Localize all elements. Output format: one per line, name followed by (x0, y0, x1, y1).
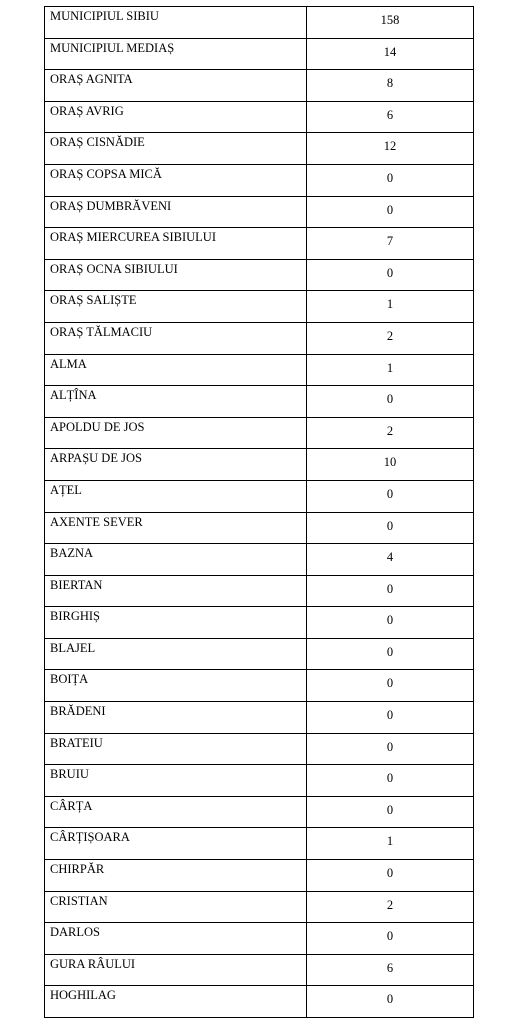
locality-name-cell: ORAȘ AGNITA (45, 70, 307, 102)
table-row (45, 544, 474, 576)
locality-count-cell: 0 (307, 480, 474, 512)
locality-name-cell: ORAȘ CISNĂDIE (45, 133, 307, 165)
locality-name-cell: ORAȘ OCNA SIBIULUI (45, 259, 307, 291)
table-row (45, 228, 474, 260)
locality-name-cell: CHIRPĂR (45, 860, 307, 892)
locality-count-cell: 0 (307, 386, 474, 418)
table-row (45, 638, 474, 670)
table-row (45, 954, 474, 986)
table-row (45, 322, 474, 354)
locality-name-cell: ORAȘ SALIȘTE (45, 291, 307, 323)
table-row (45, 259, 474, 291)
locality-name-cell: MUNICIPIUL MEDIAȘ (45, 38, 307, 70)
locality-count-cell: 7 (307, 228, 474, 260)
locality-count-cell: 1 (307, 291, 474, 323)
table-row (45, 891, 474, 923)
locality-count-cell: 0 (307, 575, 474, 607)
table-row (45, 386, 474, 418)
table-row (45, 164, 474, 196)
locality-name-cell: BAZNA (45, 544, 307, 576)
table-row (45, 575, 474, 607)
locality-count-cell: 6 (307, 101, 474, 133)
table-row (45, 607, 474, 639)
table-body (45, 7, 474, 1018)
table-row (45, 796, 474, 828)
locality-count-cell: 4 (307, 544, 474, 576)
locality-name-cell: ALȚÎNA (45, 386, 307, 418)
locality-count-cell: 0 (307, 923, 474, 955)
table-row (45, 417, 474, 449)
locality-count-cell: 2 (307, 417, 474, 449)
locality-count-cell: 10 (307, 449, 474, 481)
table-row (45, 480, 474, 512)
locality-name-cell: GURA RÂULUI (45, 954, 307, 986)
table-row (45, 733, 474, 765)
locality-count-cell: 1 (307, 354, 474, 386)
locality-name-cell: ARPAȘU DE JOS (45, 449, 307, 481)
locality-count-cell: 158 (307, 7, 474, 39)
locality-name-cell: CÂRȚA (45, 796, 307, 828)
table-row (45, 986, 474, 1018)
locality-name-cell: CRISTIAN (45, 891, 307, 923)
locality-name-cell: CÂRȚIȘOARA (45, 828, 307, 860)
locality-count-cell: 0 (307, 733, 474, 765)
locality-count-cell: 0 (307, 986, 474, 1018)
locality-count-cell: 0 (307, 259, 474, 291)
locality-count-table (44, 6, 474, 1018)
table-row (45, 291, 474, 323)
table-row (45, 860, 474, 892)
table-row (45, 70, 474, 102)
locality-name-cell: ORAȘ MIERCUREA SIBIULUI (45, 228, 307, 260)
locality-name-cell: AȚEL (45, 480, 307, 512)
locality-name-cell: ALMA (45, 354, 307, 386)
locality-count-cell: 0 (307, 702, 474, 734)
table-row (45, 7, 474, 39)
locality-count-cell: 2 (307, 891, 474, 923)
locality-name-cell: BIERTAN (45, 575, 307, 607)
table-row (45, 196, 474, 228)
locality-name-cell: ORAȘ TĂLMACIU (45, 322, 307, 354)
locality-count-cell: 0 (307, 512, 474, 544)
locality-name-cell: BLAJEL (45, 638, 307, 670)
table-row (45, 38, 474, 70)
table-row (45, 512, 474, 544)
locality-name-cell: HOGHILAG (45, 986, 307, 1018)
locality-name-cell: AXENTE SEVER (45, 512, 307, 544)
locality-count-cell: 0 (307, 670, 474, 702)
table-row (45, 923, 474, 955)
document-table-container (44, 6, 469, 1018)
locality-count-cell: 12 (307, 133, 474, 165)
locality-count-cell: 6 (307, 954, 474, 986)
table-row (45, 670, 474, 702)
table-row (45, 449, 474, 481)
locality-count-cell: 0 (307, 607, 474, 639)
locality-count-cell: 0 (307, 765, 474, 797)
table-row (45, 101, 474, 133)
locality-name-cell: BRĂDENI (45, 702, 307, 734)
locality-name-cell: BOIȚA (45, 670, 307, 702)
locality-count-cell: 8 (307, 70, 474, 102)
locality-count-cell: 14 (307, 38, 474, 70)
locality-name-cell: MUNICIPIUL SIBIU (45, 7, 307, 39)
locality-count-cell: 0 (307, 164, 474, 196)
locality-count-cell: 0 (307, 638, 474, 670)
locality-name-cell: APOLDU DE JOS (45, 417, 307, 449)
locality-count-cell: 0 (307, 196, 474, 228)
locality-count-cell: 1 (307, 828, 474, 860)
table-row (45, 828, 474, 860)
table-row (45, 354, 474, 386)
locality-count-cell: 0 (307, 860, 474, 892)
locality-count-cell: 0 (307, 796, 474, 828)
locality-name-cell: BRATEIU (45, 733, 307, 765)
table-row (45, 765, 474, 797)
locality-name-cell: BIRGHIȘ (45, 607, 307, 639)
locality-name-cell: DARLOS (45, 923, 307, 955)
locality-name-cell: ORAȘ AVRIG (45, 101, 307, 133)
locality-count-cell: 2 (307, 322, 474, 354)
locality-name-cell: ORAȘ COPSA MICĂ (45, 164, 307, 196)
table-row (45, 702, 474, 734)
table-row (45, 133, 474, 165)
locality-name-cell: BRUIU (45, 765, 307, 797)
locality-name-cell: ORAȘ DUMBRĂVENI (45, 196, 307, 228)
